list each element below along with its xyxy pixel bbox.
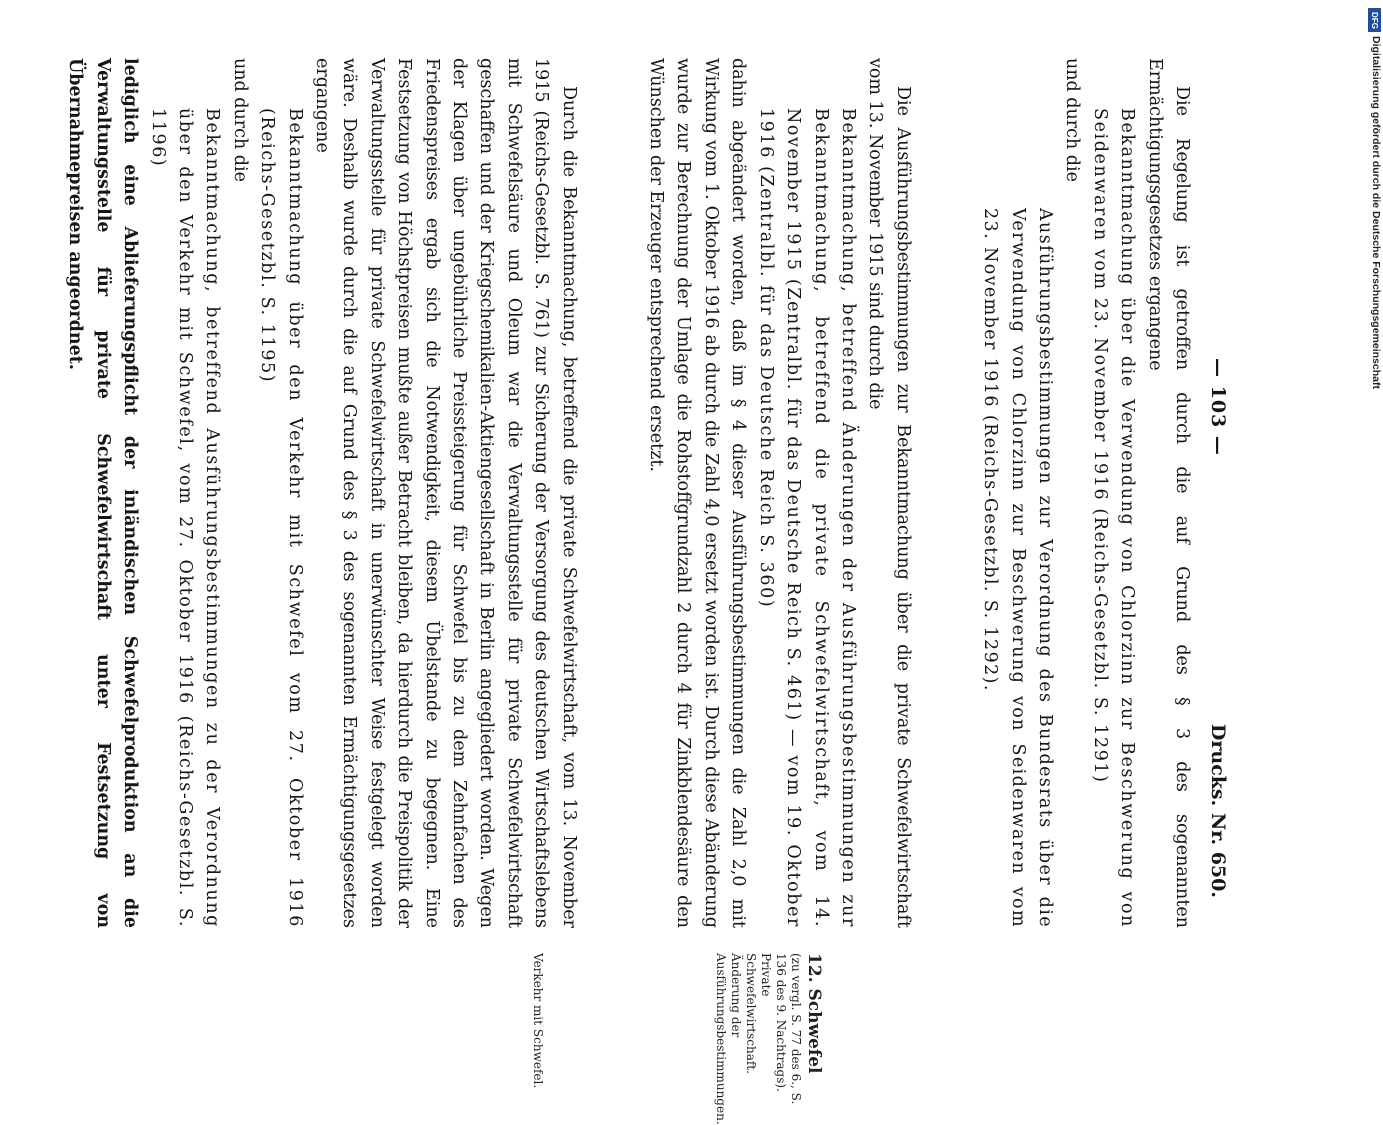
dfg-logo-text: DFG — [1370, 11, 1380, 29]
credit-text: Digitalisierung gefördert durch die Deutsche Forschungsgemeinschaft — [1370, 36, 1382, 389]
citation-verkehr-schwefel: Bekanntmachung über den Verkehr mit Schwefel vom 27. Oktober 1916 (Reichs-Gesetzbl. S. 1195) — [257, 108, 305, 928]
page-number: — 103 — — [1207, 358, 1229, 456]
connector-text: und durch die — [1062, 58, 1083, 182]
citation-schwefel-aenderung: Bekanntmachung, betreffend Änderungen der Ausführungsbestimmungen zur Bekanntmachung, betreffend die private Schwefelwirtschaft, vom 14. November 1915 (Zentralbl. für das Deutsche Reich S. 461) — vom 19. Oktober 1916 (Zentralbl. für das Deutsche Reich S. 360) — [755, 108, 858, 928]
margin-note: Änderung der Ausführungsbestimmungen. — [714, 953, 743, 1125]
paragraph-ablieferungspflicht: lediglich eine Ablieferungspflicht der inländischen Schwefelproduktion an die Verwaltungsstelle für private Schwefelwirtschaft unter Festsetzung von Übernahmepreisen angeordnet. — [65, 58, 141, 928]
dfg-logo-icon — [1368, 8, 1381, 32]
margin-heading: 12. Schwefel — [804, 953, 824, 1074]
paragraph-regelung: Die Regelung ist getroffen durch die auf Grund des § 3 des sogenannten Ermächtigungsgesetzes ergangene — [1144, 58, 1192, 928]
connector-text: und durch die — [229, 58, 250, 182]
citation-verkehr-ausfuehrung: Bekanntmachung, betreffend Ausführungsbestimmungen zu der Verordnung über den Verkehr mit Schwefel, vom 27. Oktober 1916 (Reichs-Gesetzbl. S. 1196) — [147, 108, 223, 928]
citation-chlorzinn-bekanntmachung: Bekanntmachung über die Verwendung von Chlorzinn zur Beschwerung von Seidenwaren vom 23. November 1916 (Reichs-Gesetzbl. S. 1291) — [1089, 108, 1138, 928]
margin-note-schwefel — [713, 953, 825, 1125]
margin-reference: (zu vergl. S. 77 des 6., S. 136 des 9. Nachtrags). — [774, 953, 803, 1105]
rotated-document — [65, 58, 1235, 1125]
paragraph-schwefelwirtschaft: Durch die Bekanntmachung, betreffend die private Schwefelwirtschaft, vom 13. November 1915 (Reichs-Gesetzbl. S. 761) zur Sicherung der Versorgung des deutschen Wirtschaftslebens mit Schwefelsäure und Oleum war die Verwaltungsstelle für private Schwefelwirtschaft geschaffen und der Kriegschemikalien-Aktiengesellschaft in Berlin angegliedert worden. Wegen der Klagen über ungebührliche Preissteigerung für Schwefel bis zu dem Zehnfachen des Friedenspreises ergab sich die Notwendigkeit, diesem Übelstande zu begegnen. Eine Festsetzung von Höchstpreisen mußte außer Betracht bleiben, da hierdurch die Preispolitik der Verwaltungsstelle für private Schwefelwirtschaft in unerwünschter Weise festgelegt worden wäre. Deshalb wurde durch die auf Grund des § 3 des sogenannten Ermächtigungsgesetzes ergangene — [312, 58, 579, 928]
paragraph-ausfuehrungsbestimmungen: Die Ausführungsbestimmungen zur Bekanntmachung über die private Schwefelwirtschaft vom 13. November 1915 sind durch die — [865, 58, 913, 928]
margin-note: Verkehr mit Schwefel. — [531, 953, 545, 1089]
print-number: Drucks. Nr. 650. — [1207, 723, 1229, 898]
margin-note-verkehr — [530, 953, 545, 1113]
margin-note: Private Schwefelwirtschaft. — [744, 953, 773, 1074]
citation-chlorzinn-ausfuehrung: Ausführungsbestimmungen zur Verordnung des Bundesrats über die Verwendung von Chlorzinn zur Beschwerung von Seidenwaren vom 23. November 1916 (Reichs-Gesetzbl. S. 1292). — [980, 208, 1055, 928]
digitization-credit — [1368, 8, 1382, 998]
paragraph-abaenderung: dahin abgeändert worden, daß im § 4 dieser Ausführungsbestimmungen die Zahl 2,0 mit Wirkung vom 1. Oktober 1916 ab durch die Zahl 4,0 ersetzt worden ist. Durch diese Abänderung wurde zur Berechnung der Umlage die Rohstoffgrundzahl 2 durch 4 für Zinkblendesäure den Wünschen der Erzeuger entsprechend ersetzt. — [646, 58, 749, 928]
page-header — [1195, 58, 1235, 928]
